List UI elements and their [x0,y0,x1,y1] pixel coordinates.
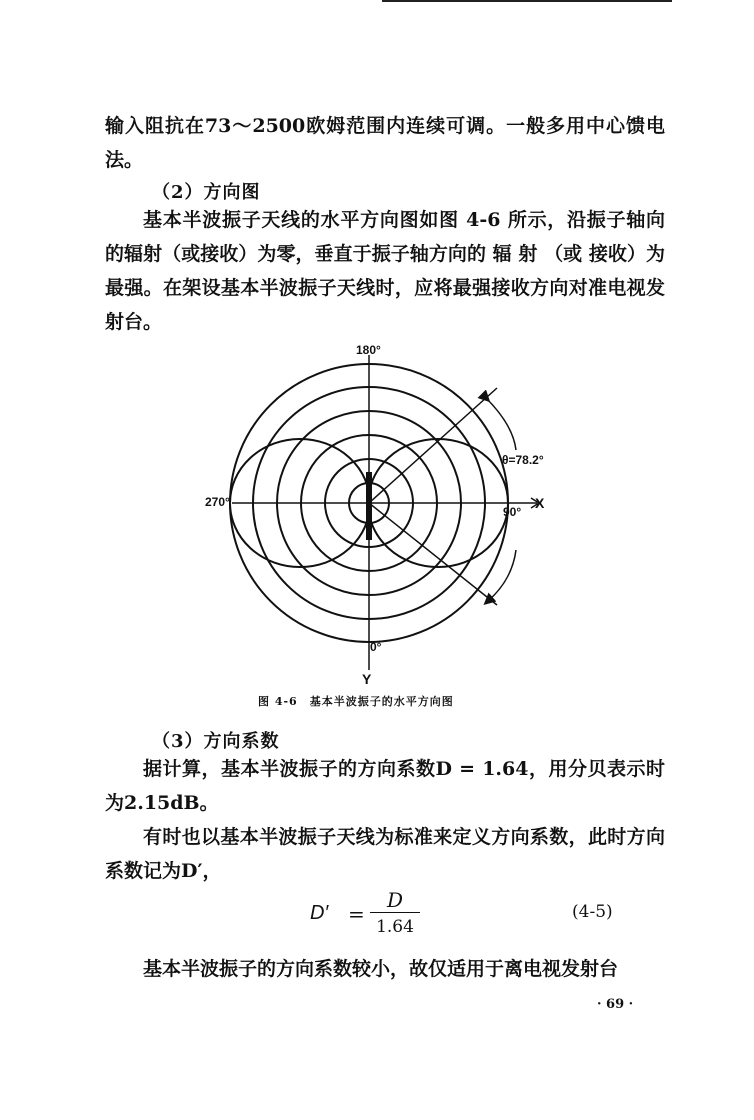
formula-numerator: D [370,888,420,913]
label-beamwidth: θ=78.2° [502,453,544,467]
radiation-pattern-figure [0,340,754,700]
label-270: 270° [205,495,230,509]
paragraph-directivity: 据计算，基本半波振子的方向系数D = 1.64，用分贝表示时为2.15dB。 [105,758,665,814]
label-x: X [535,495,545,511]
formula-number: (4-5) [572,902,613,922]
label-180: 180° [356,343,381,357]
label-90: 90° [503,505,522,519]
formula-fraction [370,888,420,939]
formula-denominator: 1.64 [376,917,414,937]
label-0: 0° [370,640,382,654]
label-y: Y [362,671,372,687]
formula-lhs: D′ [310,902,329,924]
page-number: · 69 · [597,997,634,1012]
beamwidth-arc-upper [486,398,516,450]
formula-equals: = [348,902,365,926]
heading-directivity: （3）方向系数 [152,731,280,752]
paragraph-closing: 基本半波振子的方向系数较小，故仅适用于离电视发射台 [143,958,619,980]
top-rule [382,0,672,2]
paragraph-pattern: 基本半波振子天线的水平方向图如图 4-6 所示，沿振子轴向的辐射（或接收）为零，垂直于振子轴方向的 辐 射 （或 接收）为最强。在架设基本半波振子天线时，应将最强接收方向对准电视发射台。 [105,209,665,333]
figure-caption: 图 4-6 基本半波振子的水平方向图 [258,695,454,708]
beam-line-lower [369,503,497,605]
heading-direction-pattern: （2）方向图 [152,182,261,203]
paragraph-definition: 有时也以基本半波振子天线为标准来定义方向系数，此时方向系数记为D′， [105,826,665,882]
paragraph-intro: 输入阻抗在73～2500欧姆范围内连续可调。一般多用中心馈电法。 [105,115,665,171]
beamwidth-arc-lower [488,550,516,601]
